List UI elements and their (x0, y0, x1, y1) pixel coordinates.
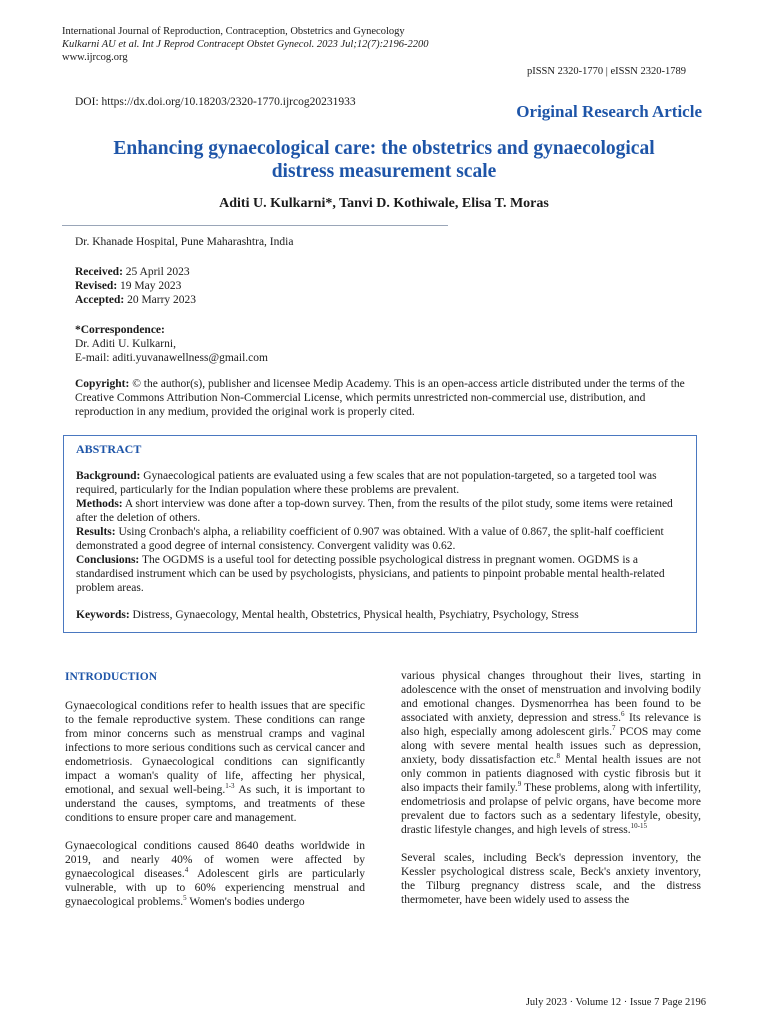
website-link[interactable]: www.ijrcog.org (62, 52, 128, 63)
abstract-heading: ABSTRACT (76, 442, 142, 456)
citation-line: Kulkarni AU et al. Int J Reprod Contracept Obstet Gynecol. 2023 Jul;12(7):2196-2200 (62, 39, 429, 50)
affiliation: Dr. Khanade Hospital, Pune Maharashtra, India (75, 236, 294, 248)
abstract-background: Background: Gynaecological patients are evaluated using a few scales that are not population-targeted, so a targeted tool was required, particularly for the Indian population where these problems are prevalent. (76, 470, 657, 496)
article-title (60, 137, 708, 183)
copyright-notice: Copyright: © the author(s), publisher and licensee Medip Academy. This is an open-access article distributed under the terms of the Creative Commons Attribution Non-Commercial License, which permits unrestricted non-commercial use, distribution, and reproduction in any medium, provided the original work is properly cited. (75, 378, 685, 418)
journal-header (62, 25, 429, 64)
author-list: Aditi U. Kulkarni*, Tanvi D. Kothiwale, Elisa T. Moras (219, 196, 549, 211)
article-type: Original Research Article (516, 102, 702, 121)
introduction-heading: INTRODUCTION (65, 671, 158, 683)
abstract-keywords: Keywords: Distress, Gynaecology, Mental health, Obstetrics, Physical health, Psychiatry, Psychology, Stress (76, 609, 579, 621)
received-date: Received: 25 April 2023 (75, 266, 190, 278)
doi-link[interactable]: DOI: https://dx.doi.org/10.18203/2320-1770.ijrcog20231933 (75, 96, 356, 108)
abstract-results: Results: Using Cronbach's alpha, a reliability coefficient of 0.907 was obtained. With a value of 0.867, the split-half coefficient demonstrated a good degree of internal consistency. Convergent validity was 0.62. (76, 526, 664, 552)
abstract-conclusions: Conclusions: The OGDMS is a useful tool for detecting possible psychological distress in pregnant women. OGDMS is a standardised instrument which can be used by psychologists, physicians, and patients to pinpoint probable mental health-related problem areas. (76, 554, 665, 594)
title-line-1: Enhancing gynaecological care: the obstetrics and gynaecological (113, 138, 655, 159)
divider (62, 225, 448, 226)
intro-paragraph-1: Gynaecological conditions refer to health issues that are specific to the female reproductive system. These conditions can range from minor concerns such as menstrual cramps and vaginal infections to more serious conditions such as cervical cancer and endometriosis. Gynaecological conditions can significantly impact a woman's quality of life, affecting her physical, emotional, and sexual well-being.$^{1-3}$ As such, it is important to understand the causes, symptoms, and treatments of these conditions to ensure proper care and management. (65, 700, 365, 824)
revised-date: Revised: 19 May 2023 (75, 280, 182, 292)
dates-block (75, 265, 196, 307)
correspondence-block (75, 323, 268, 365)
issn-line: pISSN 2320-1770 | eISSN 2320-1789 (526, 66, 686, 77)
abstract-box (63, 435, 697, 633)
correspondence-label: *Correspondence: (75, 324, 165, 336)
right-column (401, 669, 701, 921)
correspondence-email[interactable]: E-mail: aditi.yuvanawellness@gmail.com (75, 352, 268, 364)
accepted-date: Accepted: 20 Marry 2023 (75, 294, 197, 306)
intro-paragraph-2: Gynaecological conditions caused 8640 deaths worldwide in 2019, and nearly 40% of women were affected by gynaecological diseases.$^4$ Adolescent girls are particularly vulnerable, with up to 60% experiencing menstrual and gynaecological problems.$^5$ Women's bodies undergo (65, 840, 365, 908)
left-column (65, 670, 365, 923)
title-line-2: distress measurement scale (271, 161, 497, 182)
intro-paragraph-3: various physical changes throughout their lives, starting in adolescence with the onset of menstruation and involving bodily and emotional changes. Dysmenorrhea has been found to be associated with anxiety, depression and stress.$^6$ Its relevance is also high, especially among adolescent girls.$^7$ PCOS may come along with severe mental health issues such as depression, anxiety, body dissatisfaction etc.$^8$ Mental health issues are not only common in patients diagnosed with cystic fibrosis but it also impacts their family.$^9$ These problems, along with infertility, endometriosis and prolapse of pelvic organs, have become more prevalent due to factors such as a sedentary lifestyle, obesity, drastic lifestyle changes, and high levels of stress.$^{10-15}$ (401, 670, 701, 836)
journal-name: International Journal of Reproduction, Contraception, Obstetrics and Gynecology (62, 26, 405, 37)
page-footer: July 2023 · Volume 12 · Issue 7 Page 2196 (525, 997, 706, 1008)
intro-paragraph-4: Several scales, including Beck's depression inventory, the Kessler psychological distress scale, Beck's anxiety inventory, the Tilburg pregnancy distress scale, and the distress thermometer, have been widely used to assess the (401, 852, 701, 906)
abstract-methods: Methods: A short interview was done after a top-down survey. Then, from the results of the pilot study, some items were retained after the deletion of others. (76, 498, 673, 524)
correspondence-name: Dr. Aditi U. Kulkarni, (75, 338, 176, 350)
